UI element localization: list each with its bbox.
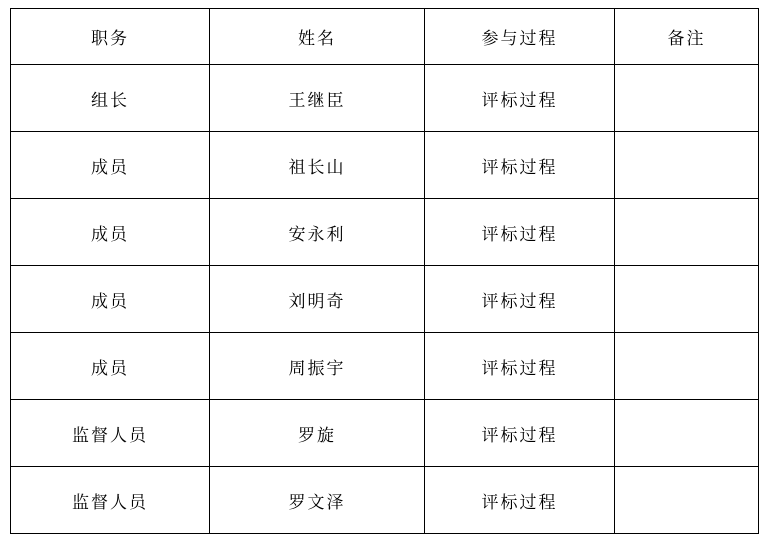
cell-name: 刘明奇	[210, 266, 425, 333]
cell-remark	[615, 132, 759, 199]
cell-process: 评标过程	[425, 132, 615, 199]
cell-process: 评标过程	[425, 467, 615, 534]
cell-process: 评标过程	[425, 400, 615, 467]
table-row	[11, 467, 759, 534]
cell-process: 评标过程	[425, 333, 615, 400]
cell-name: 罗旋	[210, 400, 425, 467]
cell-role: 成员	[11, 333, 210, 400]
table-row	[11, 400, 759, 467]
column-header-name: 姓名	[210, 9, 425, 65]
cell-remark	[615, 266, 759, 333]
cell-remark	[615, 65, 759, 132]
cell-role: 成员	[11, 266, 210, 333]
column-header-process: 参与过程	[425, 9, 615, 65]
cell-role: 监督人员	[11, 400, 210, 467]
cell-name: 周振宇	[210, 333, 425, 400]
table-row	[11, 266, 759, 333]
table-header-row	[11, 9, 759, 65]
column-header-remark: 备注	[615, 9, 759, 65]
table-row	[11, 132, 759, 199]
cell-remark	[615, 333, 759, 400]
cell-role: 组长	[11, 65, 210, 132]
cell-remark	[615, 400, 759, 467]
cell-role: 成员	[11, 199, 210, 266]
cell-name: 祖长山	[210, 132, 425, 199]
committee-table	[10, 8, 759, 534]
cell-name: 王继臣	[210, 65, 425, 132]
cell-name: 罗文泽	[210, 467, 425, 534]
table-row	[11, 65, 759, 132]
table-row	[11, 199, 759, 266]
cell-process: 评标过程	[425, 266, 615, 333]
cell-role: 监督人员	[11, 467, 210, 534]
cell-process: 评标过程	[425, 65, 615, 132]
cell-role: 成员	[11, 132, 210, 199]
cell-remark	[615, 467, 759, 534]
table-row	[11, 333, 759, 400]
cell-process: 评标过程	[425, 199, 615, 266]
column-header-role: 职务	[11, 9, 210, 65]
cell-name: 安永利	[210, 199, 425, 266]
cell-remark	[615, 199, 759, 266]
